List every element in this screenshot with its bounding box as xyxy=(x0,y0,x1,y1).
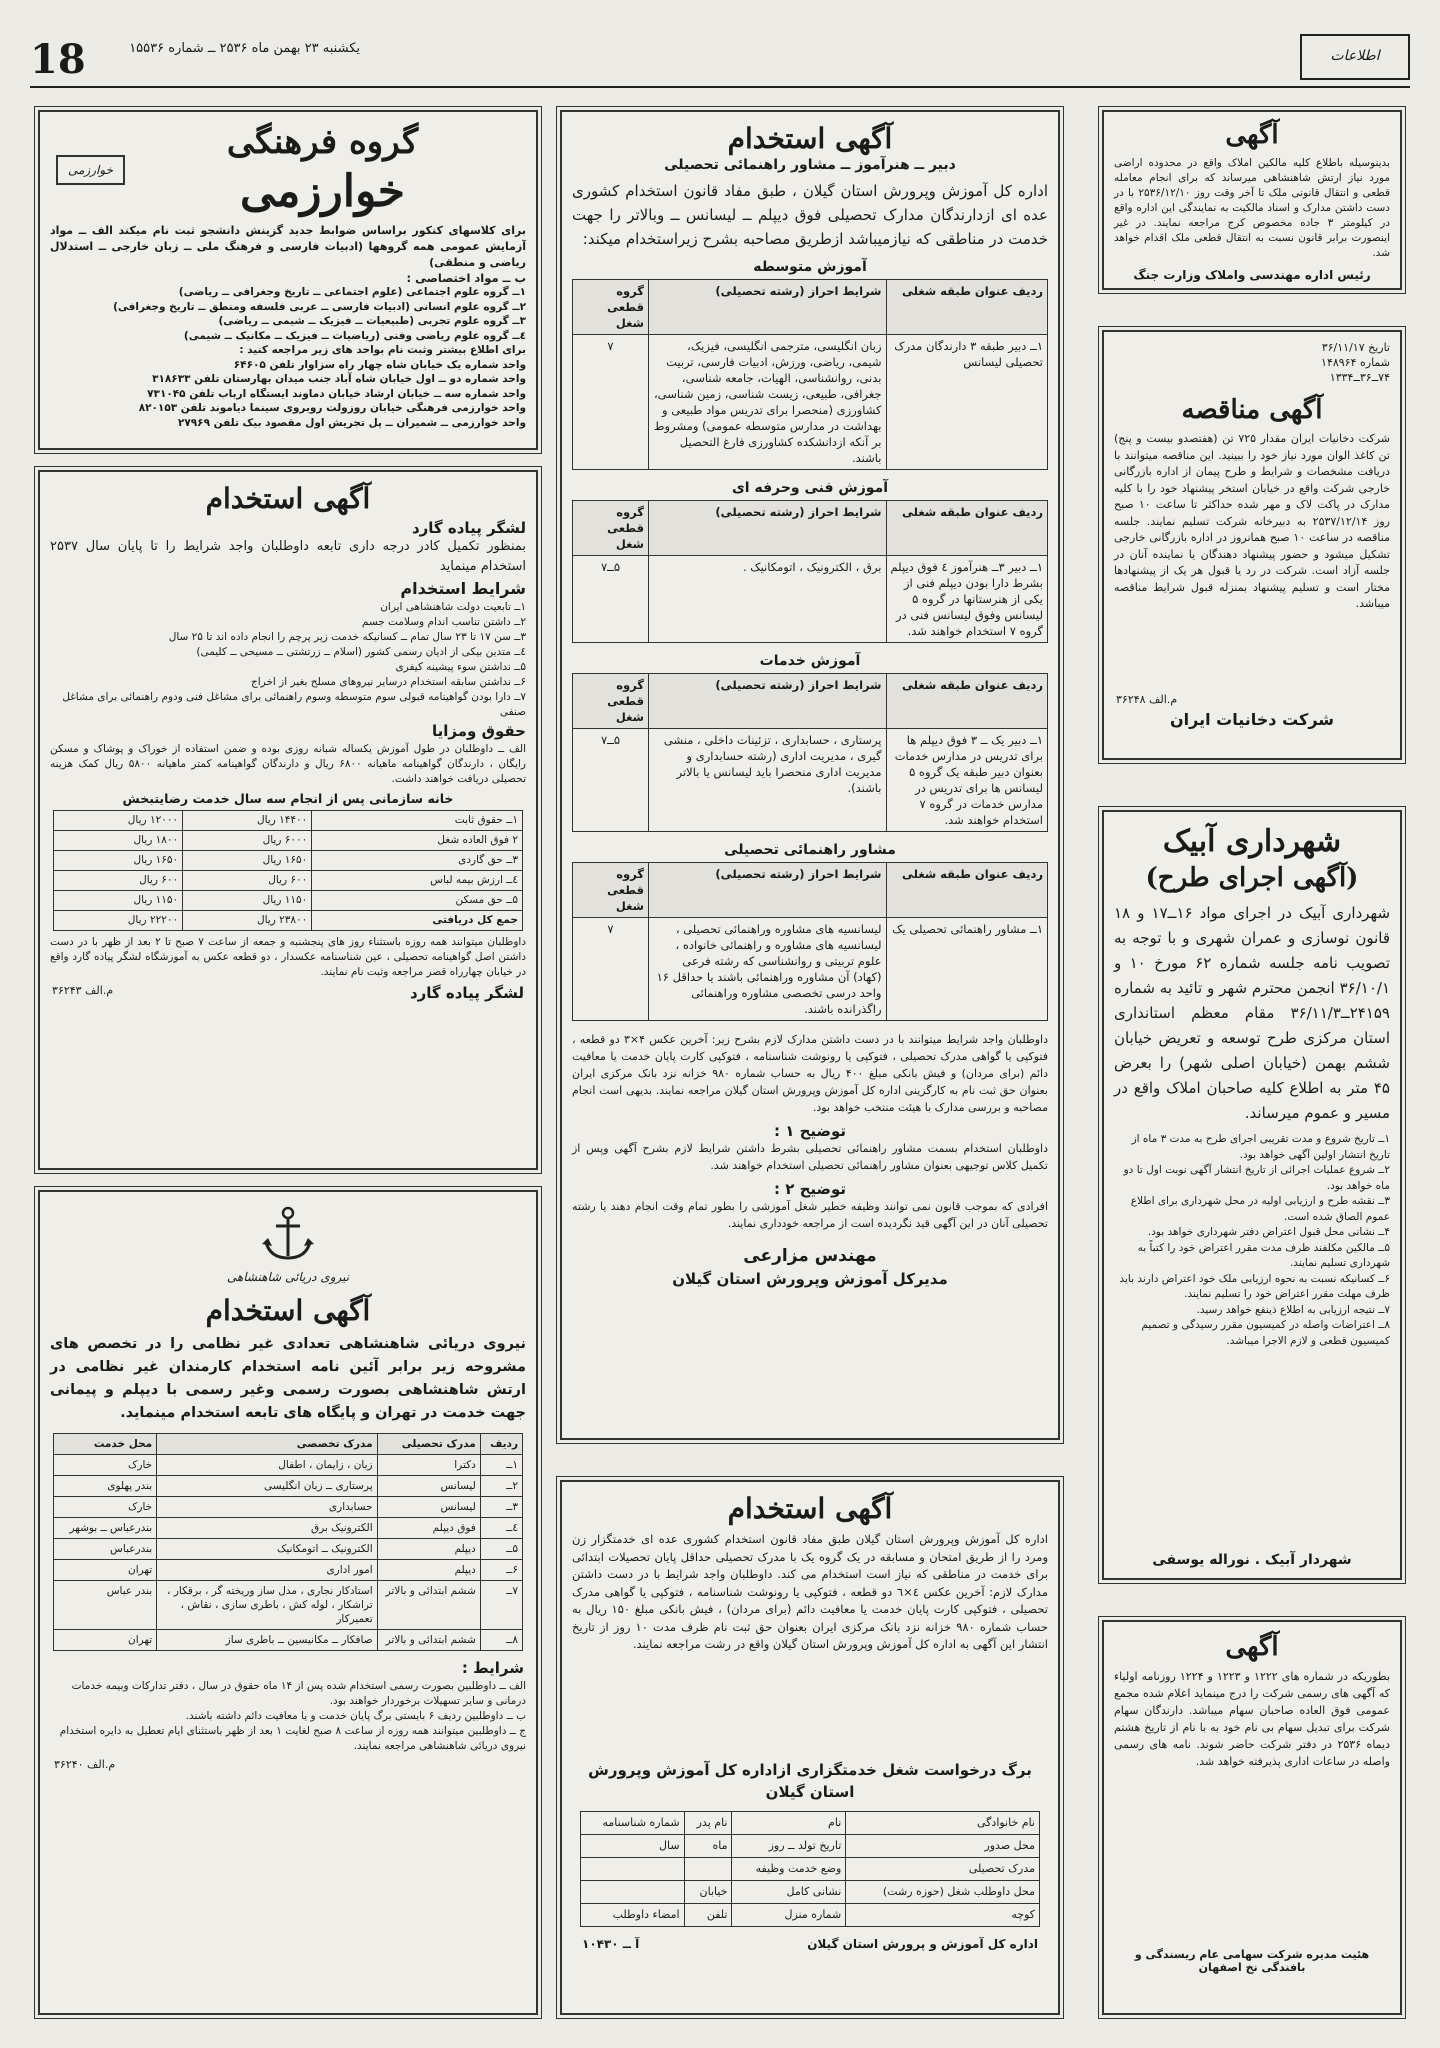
table-row xyxy=(573,918,1048,1021)
table-row xyxy=(54,1560,523,1581)
tender-ref: ۷۴ــ۳۶ــ۱۳۳۴ xyxy=(1329,371,1390,384)
table-row xyxy=(54,891,523,911)
employment-intro: اداره کل آموزش وپرورش استان گیلان ، طبق مفاد قانون استخدام کشوری عده ای ازدارندگان مدارک تحصیلی فوق دیپلم ــ لیسانس ــ وبالاتر را جهت خدمت در مناطقی که نیازمیباشد ازطریق مصاحبه بشرح زیراستخدام میکند: xyxy=(572,182,1048,248)
guard-sec-title: خانه سازمانی پس از انجام سه سال خدمت رضایتبخش xyxy=(122,791,454,806)
tender-code: م.الف ۳۶۲۴۸ xyxy=(1116,693,1178,706)
row-cell: ۷ــ xyxy=(480,1581,522,1630)
table-row xyxy=(54,911,523,931)
masthead-logo: اطلاعات xyxy=(1300,34,1410,80)
list-item: ج ــ داوطلبین میتوانند همه روزه از ساعت ۸ صبح لغایت ۱ بعد از ظهر باستثنای ایام تعطیل به دایره استخدام نیروی دریائی شاهنشاهی مراجعه نمایند. xyxy=(59,1725,526,1752)
table-row xyxy=(54,1581,523,1630)
degree-cell: ششم ابتدائی و بالاتر xyxy=(377,1581,480,1630)
tender-box xyxy=(1102,330,1402,760)
guard-title: آگهی استخدام xyxy=(205,482,371,515)
list-item: ۸ــ اعتراضات واصله در کمیسیون مقرر رسیدگی و تصمیم کمیسیون قطعی و لازم الاجرا میباشد. xyxy=(1141,1319,1390,1347)
navy-cond-title: شرایط : xyxy=(461,1659,524,1677)
degree-cell: لیسانس xyxy=(377,1497,480,1518)
salary-b: ۱۱۵۰ ریال xyxy=(54,891,183,911)
section-title: آموزش خدمات xyxy=(759,653,861,669)
kharazmi-subhead: ب ــ مواد اختصاصی : xyxy=(406,271,526,285)
col-degree: مدرک تحصیلی xyxy=(377,1434,480,1455)
kharazmi-titles xyxy=(125,122,520,217)
navy-title: آگهی استخدام xyxy=(205,1294,371,1327)
list-item: ۱ــ تابعیت دولت شاهنشاهی ایران xyxy=(380,601,526,613)
form-field: ماه xyxy=(684,1835,732,1858)
form-field: خیابان xyxy=(684,1881,732,1904)
anchor-icon xyxy=(258,1204,318,1264)
salary-a: ۶۰۰۰ ریال xyxy=(183,831,312,851)
table-header-row xyxy=(573,674,1048,729)
salary-b: ۱۸۰۰ ریال xyxy=(54,831,183,851)
table-row xyxy=(573,556,1048,643)
location-cell: تهران xyxy=(54,1560,157,1581)
col-group: گروه قطعی شغل xyxy=(573,674,649,729)
tender-number: شماره ۱۴۸۹۶۴ xyxy=(1321,356,1390,369)
table-header-row xyxy=(573,863,1048,918)
salary-item: ۵ــ حق مسکن xyxy=(312,891,523,911)
location-cell: تهران xyxy=(54,1630,157,1651)
table-row xyxy=(54,1518,523,1539)
form-field: محل صدور xyxy=(846,1835,1040,1858)
salary-a: ۶۰۰ ریال xyxy=(183,871,312,891)
req-cell: برق ، الکترونیک ، اتومکانیک . xyxy=(649,556,887,643)
col-group: گروه قطعی شغل xyxy=(573,280,649,335)
list-item: برای اطلاع بیشتر وثبت نام بواحد های زیر مراجعه کنید : xyxy=(239,344,526,356)
notice-bottom-signature: هئیت مدیره شرکت سهامی عام ریسندگی و بافندگی نخ اصفهان xyxy=(1134,1948,1370,1974)
section-counselor xyxy=(562,842,1058,1021)
form-field xyxy=(581,1858,685,1881)
jobs-table-services xyxy=(572,673,1048,832)
col-job: ردیف عنوان طبقه شغلی xyxy=(886,280,1048,335)
specialty-cell: الکترونیک برق xyxy=(157,1518,377,1539)
form-row xyxy=(581,1812,1040,1835)
guard-intro: بمنظور تکمیل کادر درجه داری تابعه داوطلبان واجد شرایط را تا پایان سال ۲۵۳۷ استخدام مینماید xyxy=(50,539,526,574)
table-row xyxy=(573,729,1048,832)
salary-item: ۳ــ حق گاردی xyxy=(312,851,523,871)
list-item: ۲ــ داشتن تناسب اندام وسلامت جسم xyxy=(361,616,526,628)
row-cell: ۵ــ xyxy=(480,1539,522,1560)
issue-date: یکشنبه ۲۳ بهمن ماه ۲۵۳۶ ــ شماره ۱۵۵۳۶ xyxy=(129,41,360,56)
table-row xyxy=(54,851,523,871)
degree-cell: فوق دیپلم xyxy=(377,1518,480,1539)
table-row xyxy=(54,831,523,851)
note1-title: توضیح ۱ : xyxy=(773,1122,847,1140)
tender-body: شرکت دخانیات ایران مقدار ۷۲۵ تن (هفتصدو بیست و پنج) تن کاغذ الوان مورد نیاز خود را ببینید. این مناقصه میتوانند با دریافت مشخصات و شرایط و طرح پیمان از اداره بازرگانی خارجی شرکت واقع در خیابان استخر پیشنهاد خود را با کلیه مدارک در پاکت لاک و مهر شده حداکثر تا ساعت ۱۰ صبح روز ۲۵۳۷/۱۲/۱۴ به دبیرخانه شرکت تسلیم نمایند. جلسه مناقصه در ساعت ۱۰ صبح همانروز در اداره بازرگانی خارجی تشکیل میشود و حضور پیشنهاد دهندگان یا نماینده آنان در جلسه آزاد است. شرکت در رد یا قبول هر یک از پیشنهادها مختار است و تسلیم پیشنهاد بمنزله قبول شرایط مناقصه میباشد. xyxy=(1114,432,1390,610)
kharazmi-intro: برای کلاسهای کنکور براساس ضوابط جدید گزینش دانشجو ثبت نام میکند الف ــ مواد آزمایش عمومی همه گروهها (ادبیات فارسی و فرهنگ ملی ــ زبان خارجی ــ استدلال ریاضی و منطقی) xyxy=(50,224,526,269)
table-row xyxy=(54,1476,523,1497)
list-item: الف ــ داوطلبین بصورت رسمی استخدام شده پس از ۱۴ ماه حقوق در سال ، دفتر تدارکات وبیمه خدمات درمانی و سایر تسهیلات برخوردار خواهند بود. xyxy=(71,1680,526,1707)
table-row xyxy=(573,335,1048,470)
table-row xyxy=(54,871,523,891)
page-number: 18 xyxy=(30,36,86,83)
list-item: ٤ــ گروه علوم ریاضی وفنی (ریاضیات ــ فیزیک ــ مکانیک ــ شیمی) xyxy=(183,329,526,342)
guard-code: م.الف ۳۶۲۴۳ xyxy=(52,984,114,997)
specialty-cell: حسابداری xyxy=(157,1497,377,1518)
location-cell: بندر عباس xyxy=(54,1581,157,1630)
section-title: آموزش متوسطه xyxy=(753,259,867,275)
degree-cell: دکترا xyxy=(377,1455,480,1476)
abyek-box xyxy=(1102,810,1402,1580)
list-item: ۵ــ نداشتن سوء پیشینه کیفری xyxy=(395,661,526,673)
table-row xyxy=(54,1539,523,1560)
tender-meta xyxy=(1104,332,1400,393)
location-cell: خارک xyxy=(54,1455,157,1476)
note2-title: توضیح ۲ : xyxy=(773,1180,847,1198)
salary-a: ۲۳۸۰۰ ریال xyxy=(183,911,312,931)
list-item: واحد شماره دو ــ اول خیابان شاه آباد جنب میدان بهارستان تلفن ۳۱۸۶۳۳ xyxy=(152,373,526,385)
kharazmi-items xyxy=(40,285,536,430)
list-item: ۷ــ دارا بودن گواهینامه قبولی سوم متوسطه وسوم راهنمائی برای مشاغل فنی ودوم راهنمائی برای مشاغل صنفی xyxy=(62,691,526,718)
degree-cell: لیسانس xyxy=(377,1476,480,1497)
degree-cell: ششم ابتدائی و بالاتر xyxy=(377,1630,480,1651)
navy-intro: نیروی دریائی شاهنشاهی تعدادی غیر نظامی را در تخصص های مشروحه زیر برابر آئین نامه استخدام کارمندان غیر نظامی در ارتش شاهنشاهی بصورت رسمی وغیر رسمی با دیپلم و پیمانی جهت خدمت در تهران و پایگاه های تابعه استخدام مینماید. xyxy=(50,1336,526,1421)
kharazmi-header xyxy=(40,112,536,217)
guard-org: لشگر پیاده گارد xyxy=(411,519,526,537)
form-field: امضاء داوطلب xyxy=(581,1904,685,1927)
group-cell: ۷ xyxy=(573,335,649,470)
form-field xyxy=(684,1858,732,1881)
form-field: تلفن xyxy=(684,1904,732,1927)
salary-item: جمع کل دریافتی xyxy=(312,911,523,931)
kharazmi-box xyxy=(38,110,538,450)
location-cell: خارک xyxy=(54,1497,157,1518)
form-field xyxy=(581,1881,685,1904)
notice-bottom-title: آگهی xyxy=(1225,1632,1279,1662)
col-req: شرایط احراز (رشته تحصیلی) xyxy=(649,863,887,918)
group-cell: ۷ xyxy=(573,918,649,1021)
row-cell: ٤ــ xyxy=(480,1518,522,1539)
navy-emblem-caption: نیروی دریائی شاهنشاهی xyxy=(226,1270,350,1284)
location-cell: بندرعباس ــ بوشهر xyxy=(54,1518,157,1539)
employment-signature-title: مدیرکل آموزش وپرورش استان گیلان xyxy=(672,1270,948,1288)
jobs-table-counselor xyxy=(572,862,1048,1021)
salary-a: ۱۱۵۰ ریال xyxy=(183,891,312,911)
abyek-subtitle: (آگهی اجرای طرح) xyxy=(1145,863,1359,893)
notice-top-body: بدینوسیله باطلاع کلیه مالکین املاک واقع در محدوده اراضی مورد نیاز ارتش شاهنشاهی میرساند که برای انجام معامله قطعی و انتقال قانونی ملک تا آخر وقت روز ۲۵۳۶/۱۲/۱۰ با در دست داشتن مدارک و اسناد مالکیت به نمایندگی این اداره واقع در کیلومتر ۳ جاده مخصوص کرج مراجعه نمایند. در غیر اینصورت برابر قانون نسبت به انتقال قطعی ملک اقدام خواهد شد. xyxy=(1114,157,1391,259)
notice-bottom-box xyxy=(1102,1620,1402,2015)
form-field: سال xyxy=(581,1835,685,1858)
kharazmi-title-2: خوارزمی xyxy=(240,166,405,217)
abyek-items xyxy=(1104,1132,1400,1349)
table-header-row xyxy=(573,501,1048,556)
specialty-cell: امور اداری xyxy=(157,1560,377,1581)
notice-top-box xyxy=(1102,110,1402,290)
employment-title: آگهی استخدام xyxy=(727,122,893,155)
list-item: ۵ــ مالکین مکلفند ظرف مدت مقرر اعتراض خود را کتباً به شهرداری تسلیم نمایند. xyxy=(1137,1241,1390,1269)
form-field: نام پدر xyxy=(684,1812,732,1835)
salary-a: ۱۶۵۰ ریال xyxy=(183,851,312,871)
form-field: نام xyxy=(732,1812,846,1835)
list-item: ۶ــ نداشتن سابقه استخدام درسایر نیروهای مسلح بغیر از اخراج xyxy=(250,676,526,688)
table-header-row xyxy=(573,280,1048,335)
specialty-cell: زبان ، زایمان ، اطفال xyxy=(157,1455,377,1476)
note1-body: داوطلبان استخدام بسمت مشاور راهنمائی تحصیلی بشرط داشتن شرایط لازم بشرح آگهی وپس از تکمیل کلاس توجیهی بعنوان مشاور راهنمائی تحصیلی استخدام خواهند شد. xyxy=(572,1142,1048,1172)
salary-b: ۱۶۵۰ ریال xyxy=(54,851,183,871)
list-item: ۶ــ کسانیکه نسبت به نحوه ارزیابی ملک خود اعتراض دارند باید ظرف مهلت مقرر اعتراض خود را تسلیم نمایند. xyxy=(1119,1272,1390,1300)
list-item: ب ــ داوطلبین ردیف ۶ بایستی برگ پایان خدمت و یا معافیت دائم داشته باشند. xyxy=(185,1710,526,1722)
col-location: محل خدمت xyxy=(54,1434,157,1455)
table-header-row xyxy=(54,1434,523,1455)
section-services xyxy=(562,653,1058,832)
location-cell: بندر پهلوی xyxy=(54,1476,157,1497)
form-row xyxy=(581,1881,1040,1904)
guard-box xyxy=(38,470,538,1170)
col-req: شرایط احراز (رشته تحصیلی) xyxy=(649,674,887,729)
salary-item: ۱ــ حقوق ثابت xyxy=(312,811,523,831)
salary-b: ۲۲۲۰۰ ریال xyxy=(54,911,183,931)
row-cell: ۱ــ xyxy=(480,1455,522,1476)
form-row xyxy=(581,1904,1040,1927)
guard-conditions xyxy=(40,600,536,720)
req-cell: زبان انگلیسی، مترجمی انگلیسی، فیزیک، شیمی، ریاضی، ورزش، ادبیات فارسی، تربیت بدنی، روانشناسی، الهیات، جامعه شناسی، جغرافی، طبیعی، زیست شناسی، زمین شناسی، کشاورزی (منحصرا برای تدریس مواد طبیعی و بهداشت در مدارس متوسطه عمومی) ومشروط بر آنکه ازدانشکده کشاورزی فارغ التحصیل باشند. xyxy=(649,335,887,470)
table-row xyxy=(54,811,523,831)
application-form xyxy=(580,1811,1040,1927)
employment-servants-box xyxy=(560,1480,1060,2015)
table-row xyxy=(54,1630,523,1651)
tender-date: تاریخ ۳۶/۱۱/۱۷ xyxy=(1321,341,1390,354)
form-title: برگ درخواست شغل خدمتگزاری ازاداره کل آموزش وپرورش استان گیلان xyxy=(588,1761,1032,1801)
list-item: ۳ــ نقشه طرح و ارزیابی اولیه در محل شهرداری برای اطلاع عموم الصاق شده است. xyxy=(1130,1195,1390,1223)
guard-salary-table xyxy=(53,810,523,931)
list-item: واحد خوارزمی ــ شمیران ــ پل تجریش اول مقصود بیک تلفن ۲۷۹۶۹ xyxy=(177,416,526,429)
col-req: شرایط احراز (رشته تحصیلی) xyxy=(649,501,887,556)
form-field: مدرک تحصیلی xyxy=(846,1858,1040,1881)
navy-conditions xyxy=(40,1679,536,1754)
form-field: کوچه xyxy=(846,1904,1040,1927)
list-item: ۱ــ گروه علوم اجتماعی (علوم اجتماعی ــ تاریخ وجغرافی ــ ریاضی) xyxy=(178,286,526,298)
kharazmi-logo: خوارزمی xyxy=(56,155,125,185)
employment-b-title: آگهی استخدام xyxy=(727,1492,893,1525)
row-cell: ۳ــ xyxy=(480,1497,522,1518)
col-specialty: مدرک تخصصی xyxy=(157,1434,377,1455)
specialty-cell: صافکار ــ مکانیسین ــ باطری ساز xyxy=(157,1630,377,1651)
group-cell: ۵ــ۷ xyxy=(573,556,649,643)
employment-signature-name: مهندس مزارعی xyxy=(743,1246,877,1266)
req-cell: پرستاری ، حسابداری ، تزئینات داخلی ، منشی گیری ، مدیریت اداری (رشته حسابداری و مدیریت اداری منحصرا باید لیسانس یا بالاتر باشند). xyxy=(649,729,887,832)
col-row: ردیف xyxy=(480,1434,522,1455)
col-job: ردیف عنوان طبقه شغلی xyxy=(886,674,1048,729)
form-field: شماره منزل xyxy=(732,1904,846,1927)
salary-b: ۱۲۰۰۰ ریال xyxy=(54,811,183,831)
salary-a: ۱۴۴۰۰ ریال xyxy=(183,811,312,831)
list-item: ٤ــ متدین بیکی از ادیان رسمی کشور (اسلام ــ زرتشتی ــ مسیحی ــ کلیمی) xyxy=(196,646,526,658)
list-item: ۲ــ گروه علوم انسانی (ادبیات فارسی ــ عربی فلسفه ومنطق ــ تاریخ وجغرافی) xyxy=(113,300,526,313)
row-cell: ۲ــ xyxy=(480,1476,522,1497)
tender-title: آگهی مناقصه xyxy=(1181,395,1323,425)
notice-top-signature: رئیس اداره مهندسی واملاک وزارت جنگ xyxy=(1133,268,1371,282)
page-header xyxy=(30,30,1410,88)
guard-pay: الف ــ داوطلبان در طول آموزش یکساله شبانه روزی بوده و ضمن استفاده از خوراک و پوشاک و مسکن رایگان ، دارندگان گواهینامه ماهیانه ۶۸۰۰ ریال و دارندگان گواهینامه کمتر ماهیانه ۵۸۰۰ ریال کمک هزینه تحصیلی دریافت خواهند داشت. xyxy=(50,743,526,785)
abyek-signature: شهردار آبیک . نوراله یوسفی xyxy=(1152,1552,1352,1568)
navy-emblem xyxy=(40,1204,536,1284)
form-row xyxy=(581,1835,1040,1858)
col-job: ردیف عنوان طبقه شغلی xyxy=(886,863,1048,918)
form-field: شماره شناسنامه xyxy=(581,1812,685,1835)
degree-cell: دیپلم xyxy=(377,1560,480,1581)
row-cell: ۶ــ xyxy=(480,1560,522,1581)
employment-conditions: داوطلبان واجد شرایط میتوانند با در دست داشتن مدارک لازم بشرح زیر: آخرین عکس ۴×۳ دو قطعه ، فتوکپی یا گواهی مدرک تحصیلی ، فتوکپی یا رونوشت شناسنامه ، فتوکپی کارت پایان خدمت یا معافیت دائم (برای مردان) و فیش بانکی مبلغ ۴۰۰ ریال به حساب شماره ۹۸۰ خزانه نزد بانک مرکزی ایران بعنوان حق ثبت نام به کارگزینی اداره کل آموزش وپرورش استان گیلان مراجعه نمایند. بدیهی است انجام مصاحبه و بررسی مدارک با هیئت منتخب خواهد بود. xyxy=(572,1033,1049,1114)
form-field: نشانی کامل xyxy=(732,1881,846,1904)
employment-b-body: اداره کل آموزش وپرورش استان گیلان طبق مفاد قانون استخدام کشوری عده ای خدمتگزار زن ومرد را از طریق امتحان و مسابقه در یک گروه یک با مدرک تحصیلی حداقل پایان تحصیلات ابتدائی برای خدمت در مناطقی که نیاز است استخدام می کند. داوطلبان واجد شرایط با در دست داشتن مدارک لازم: آخرین عکس ٤×٦ دو قطعه ، فتوکپی یا رونوشت شناسنامه ، فتوکپی یا گواهی مدرک تحصیلی ، فتوکپی کارت پایان خدمت یا معافیت دائم (برای مردان) ، فیش بانکی مبلغ ۱۵۰ ریال به حساب شماره ۹۸۰ خزانه نزد بانک مرکزی ایران بعنوان حق ثبت نام ظرف مدت ۱۰ روز از تاریخ انتشار این آگهی به اداره کل آموزش وپرورش استان گیلان واقع در رشت مراجعه نمایند. xyxy=(572,1532,1049,1651)
employment-b-signature: اداره کل آموزش و پرورش استان گیلان xyxy=(807,1937,1038,1951)
list-item: واحد شماره یک خیابان شاه چهار راه سزاوار تلفن ۶۴۶۰۵ xyxy=(233,358,526,371)
job-cell: ۱ــ مشاور راهنمائی تحصیلی یک xyxy=(886,918,1048,1021)
salary-item: ٤ــ ارزش بیمه لباس xyxy=(312,871,523,891)
col-group: گروه قطعی شغل xyxy=(573,501,649,556)
list-item: واحد شماره سه ــ خیابان ارشاد خیابان دماوند ایستگاه ارباب تلفن ۷۳۱۰۴۵ xyxy=(147,387,526,400)
guard-signature: لشگر پیاده گارد xyxy=(409,984,524,1002)
form-field: نام خانوادگی xyxy=(846,1812,1040,1835)
guard-footer: داوطلبان میتوانند همه روزه باستثناء روز های پنجشنبه و جمعه از ساعت ۷ صبح تا ۲ بعد از ظهر با در دست داشتن اصل گواهینامه تحصیلی ، عین شناسنامه عکسدار ، دو قطعه عکس به آموزشگاه لشگر پیاده گارد واقع در خیابان چهارراه قصر مراجعه وثبت نام نمایند. xyxy=(50,936,526,978)
form-field: وضع خدمت وظیفه xyxy=(732,1858,846,1881)
table-row xyxy=(54,1497,523,1518)
employment-subtitle: دبیر ــ هنرآموز ــ مشاور راهنمائی تحصیلی xyxy=(664,157,956,173)
req-cell: لیسانسیه های مشاوره وراهنمائی تحصیلی ، لیسانسیه های مشاوره و راهنمائی خانواده ، علوم تربیتی و روانشناسی که رشته فرعی (کهاد) آن مشاوره وراهنمائی باشند یا حداقل ۱۶ واحد درسی تخصصی مشاوره وراهنمائی راگذرانده باشند. xyxy=(649,918,887,1021)
navy-code: م.الف ۳۶۲۴۰ xyxy=(54,1758,116,1771)
employment-b-code: آ ــ ۱۰۴۳۰ xyxy=(582,1937,640,1951)
job-cell: ۱ــ دبیر یک ــ ۳ فوق دیپلم ها برای تدریس در مدارس خدمات بعنوان دبیر طبقه یک گروه ۵ لیسانس ها برای تدریس در مدارس خدمات در گروه ۷ استخدام خواهند شد. xyxy=(886,729,1048,832)
notice-bottom-body: بطوریکه در شماره های ۱۲۲۲ و ۱۲۲۳ و ۱۲۲۴ روزنامه اولیاء که آگهی های رسمی شرکت را درج مینماید اعلام شده مجمع عمومی فوق العاده صاحبان سهام میباشد. دارندگان سهام شرکت برای تبدیل سهام بی نام خود به با نام از تاریخ هشتم دیماه ۲۵۳۶ در دفتر شرکت حاضر شوند. نامه های رسمی واصله در ساعات اداری پذیرفته خواهد شد. xyxy=(1114,1670,1391,1768)
specialty-cell: استادکار نجاری ، مدل ساز وریخته گر ، برقکار ، تراشکار ، لوله کش ، باطری سازی ، نقاش ، تعمیرکار xyxy=(157,1581,377,1630)
group-cell: ۵ــ۷ xyxy=(573,729,649,832)
row-cell: ۸ــ xyxy=(480,1630,522,1651)
navy-jobs-table xyxy=(53,1433,523,1651)
salary-b: ۶۰۰ ریال xyxy=(54,871,183,891)
section-title: آموزش فنی وحرفه ای xyxy=(731,480,889,496)
list-item: واحد خوارزمی فرهنگی خیابان روزولت روبروی سینما دیاموند تلفن ۸۲۰۱۵۳ xyxy=(138,402,526,414)
col-job: ردیف عنوان طبقه شغلی xyxy=(886,501,1048,556)
job-cell: ۱ــ دبیر طبقه ۳ دارندگان مدرک تحصیلی لیسانس xyxy=(886,335,1048,470)
col-req: شرایط احراز (رشته تحصیلی) xyxy=(649,280,887,335)
abyek-title: شهرداری آبیک xyxy=(1162,824,1342,859)
tender-signature: شرکت دخانیات ایران xyxy=(1169,710,1335,729)
employment-b-footer xyxy=(562,1927,1058,1961)
jobs-table-secondary xyxy=(572,279,1048,470)
guard-pay-title: حقوق ومزایا xyxy=(432,722,526,740)
specialty-cell: پرستاری ــ زبان انگلیسی xyxy=(157,1476,377,1497)
list-item: ۱ــ تاریخ شروع و مدت تقریبی اجرای طرح به مدت ۳ ماه از تاریخ انتشار اولین آگهی خواهد بود. xyxy=(1131,1133,1390,1161)
navy-box xyxy=(38,1190,538,2015)
list-item: ۳ــ سن ۱۷ تا ۲۳ سال تمام ــ کسانیکه خدمت زیر پرچم را انجام داده اند تا ۲۵ سال xyxy=(168,631,526,643)
form-row xyxy=(581,1858,1040,1881)
list-item: ۷ــ نتیجه ارزیابی به اطلاع ذینفع خواهد رسید. xyxy=(1196,1303,1390,1316)
list-item: ۲ــ شروع عملیات اجرائی از تاریخ انتشار آگهی نوبت اول تا دو ماه خواهد بود. xyxy=(1123,1164,1390,1192)
form-field: تاریخ تولد ــ روز xyxy=(732,1835,846,1858)
salary-item: ۲ فوق العاده شغل xyxy=(312,831,523,851)
section-technical xyxy=(562,480,1058,643)
job-cell: ۱ــ دبیر ۳ــ هنرآموز ٤ فوق دیپلم بشرط دارا بودن دیپلم فنی از یکی از هنرستانها در گروه ۵ لیسانس وفوق لیسانس فنی در گروه ۷ استخدام خواهند شد. xyxy=(886,556,1048,643)
col-group: گروه قطعی شغل xyxy=(573,863,649,918)
section-secondary xyxy=(562,259,1058,470)
form-field: محل داوطلب شغل (حوزه رشت) xyxy=(846,1881,1040,1904)
note2-body: افرادی که بموجب قانون نمی توانند وظیفه خطیر شغل آموزشی را بطور تمام وقت انجام دهند یا رشته تحصیلی آنان در این آگهی قید نگردیده است از مراجعه خودداری نمایند. xyxy=(572,1200,1048,1230)
notice-top-title: آگهی xyxy=(1225,120,1279,150)
jobs-table-technical xyxy=(572,500,1048,643)
location-cell: بندرعباس xyxy=(54,1539,157,1560)
degree-cell: دیپلم xyxy=(377,1539,480,1560)
list-item: ۴ــ نشانی محل قبول اعتراض دفتر شهرداری خواهد بود. xyxy=(1147,1226,1390,1238)
kharazmi-title-1: گروه فرهنگی xyxy=(226,122,419,162)
employment-gilan-box xyxy=(560,110,1060,1440)
table-row xyxy=(54,1455,523,1476)
section-title: مشاور راهنمائی تحصیلی xyxy=(724,842,896,858)
guard-bottom xyxy=(40,980,536,1006)
list-item: ۳ــ گروه علوم تجربی (طبیعیات ــ فیزیک ــ شیمی ــ ریاضی) xyxy=(218,315,526,327)
guard-cond-title: شرایط استخدام xyxy=(400,579,526,598)
specialty-cell: الکترونیک ــ اتومکانیک xyxy=(157,1539,377,1560)
abyek-body: شهرداری آبیک در اجرای مواد ۱۶ــ۱۷ و ۱۸ قانون نوسازی و عمران شهری و با توجه به تصویب نامه جلسه شماره ۶۲ مورخ ۱۰ و ۳۶/۱۰/۱ انجمن محترم شهر و تائید به شماره ۲۴۱۵۹ــ۳۶/۱۱/۳ مقام معظم استانداری استان مرکزی طرح توسعه و تعریض خیابان ششم بهمن (خیابان اصلی شهر) را بعرض ۴۵ متر به اطلاع کلیه صاحبان املاک واقع در مسیر و عموم میرساند. xyxy=(1114,904,1391,1122)
